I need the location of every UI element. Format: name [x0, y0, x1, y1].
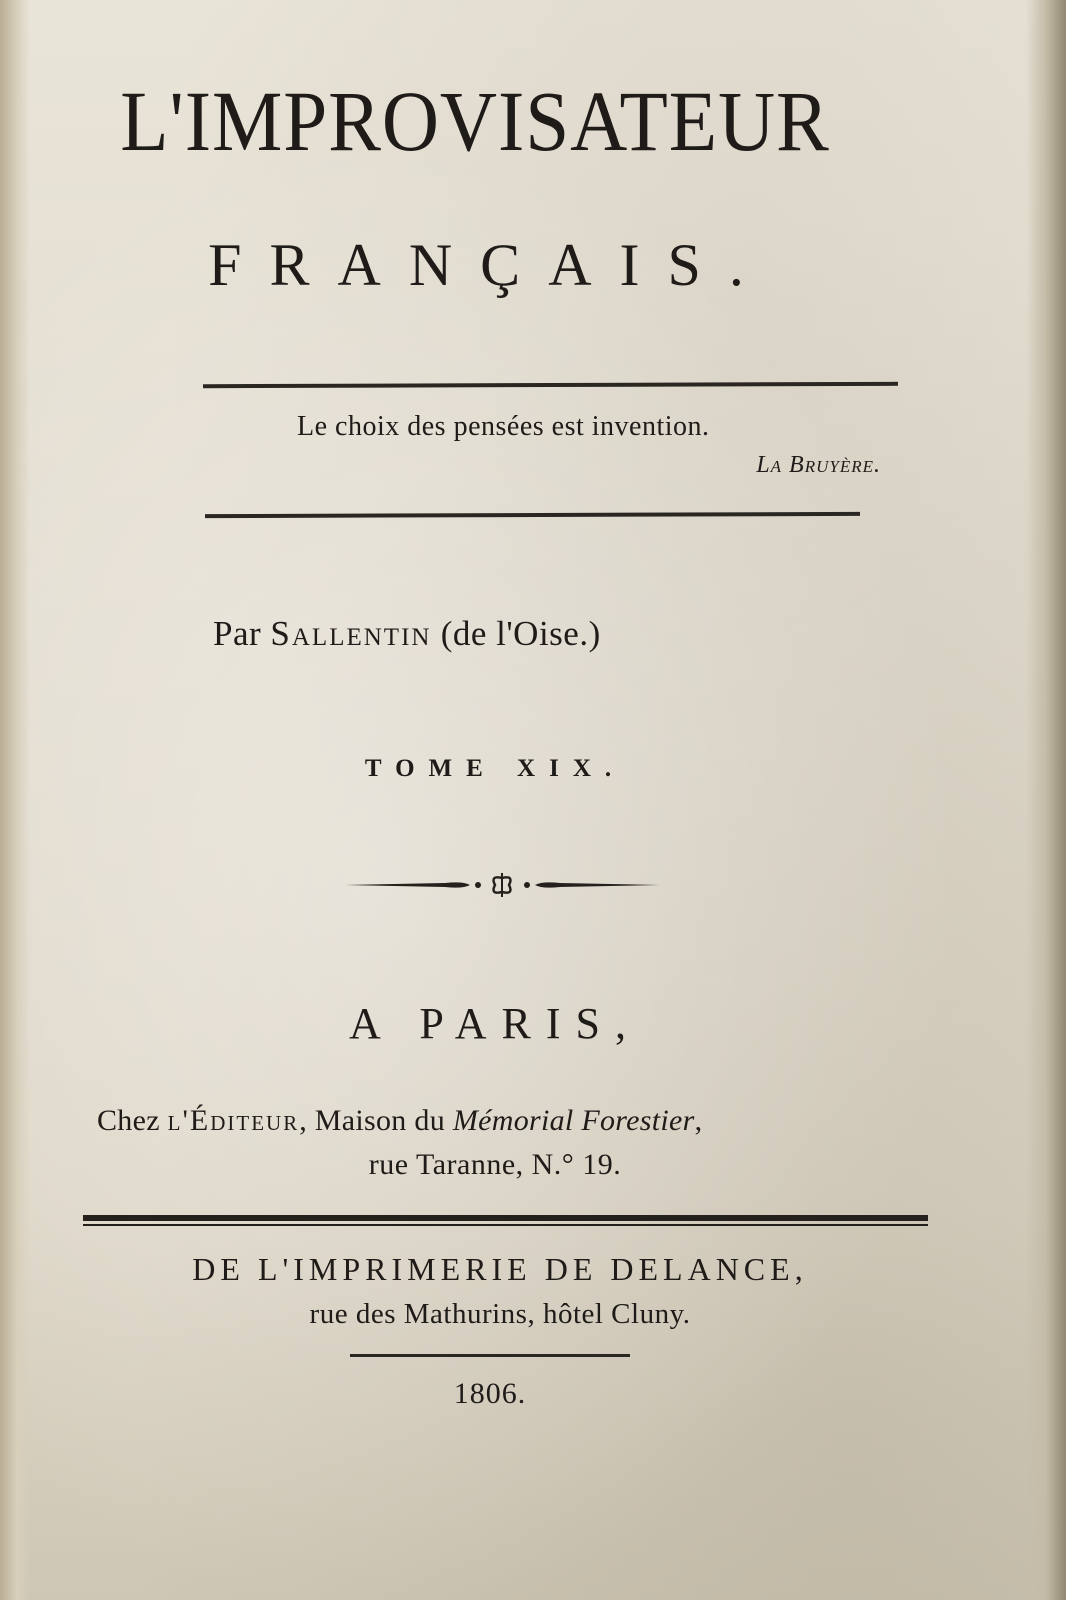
publisher-end: , — [694, 1104, 703, 1137]
author-line — [213, 614, 601, 654]
publisher-name: l'Éditeur — [167, 1104, 300, 1137]
top-rule — [203, 382, 898, 388]
book-subtitle: FRANÇAIS. — [208, 232, 772, 298]
year-rule — [350, 1354, 630, 1357]
publisher-line — [97, 1104, 702, 1138]
publisher-prefix: Chez — [97, 1104, 160, 1137]
publisher-mid: , Maison du — [299, 1104, 446, 1137]
publication-year: 1806. — [453, 1377, 527, 1410]
epigraph-attribution: La Bruyère. — [756, 452, 881, 478]
fleuron-ornament-icon — [345, 870, 660, 900]
printer-address: rue des Mathurins, hôtel Cluny. — [309, 1298, 691, 1330]
imprint-city: A PARIS, — [348, 999, 642, 1048]
author-prefix: Par — [213, 614, 262, 653]
epigraph-quote: Le choix des pensées est invention. — [297, 411, 710, 442]
printer-name: DE L'IMPRIMERIE DE DELANCE, — [192, 1251, 808, 1287]
page-fore-edge — [1026, 0, 1066, 1600]
double-rule — [83, 1215, 928, 1227]
volume-number: TOME XIX. — [364, 755, 626, 782]
book-title: L'IMPROVISATEUR — [120, 73, 830, 169]
epigraph-bottom-rule — [205, 512, 860, 518]
publisher-house: Mémorial Forestier — [452, 1104, 695, 1137]
author-suffix: (de l'Oise.) — [440, 614, 601, 653]
author-name: Sallentin — [270, 614, 432, 653]
publisher-address: rue Taranne, N.° 19. — [368, 1148, 622, 1181]
